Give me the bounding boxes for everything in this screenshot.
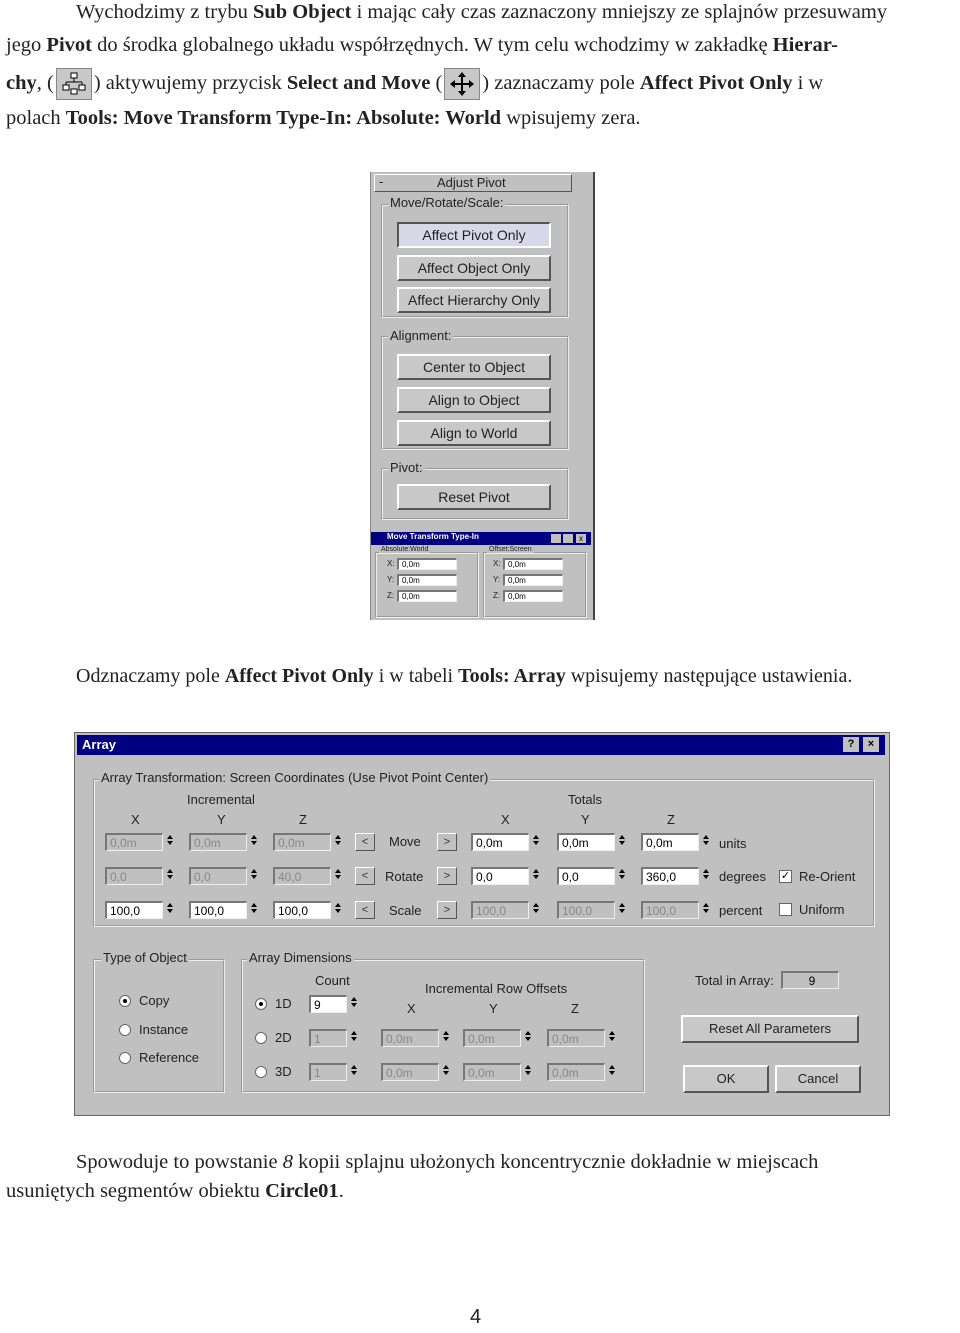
rotate-right-arrow-button[interactable]: > [437,867,457,885]
text: i mając cały czas zaznaczony mniejszy ze splajnów przesuwamy [351,1,888,23]
center-to-object-button[interactable]: Center to Object [397,354,551,380]
text: usuniętych segmentów obiektu [6,1180,266,1202]
inc-move-z-field[interactable]: 0,0m [273,833,331,851]
z-column-label: Z [299,812,307,827]
move-left-arrow-button[interactable]: < [355,833,375,851]
spinner[interactable] [531,833,541,851]
inc-rotate-y-field[interactable]: 0,0 [189,867,247,885]
degrees-label: degrees [719,869,766,884]
offset-2d-x-field[interactable]: 0,0m [381,1029,439,1047]
text-line [6,0,956,29]
help-button[interactable]: ? [843,737,859,752]
term: Hierar- [772,34,838,56]
text-line [6,1177,956,1206]
term: Affect Pivot Only [224,665,374,687]
spinner[interactable] [701,867,711,885]
text: ) zaznaczamy pole [482,72,640,94]
text: Wychodzimy z trybu [76,1,253,23]
text: ( [430,72,443,94]
reorient-label: Re-Orient [799,869,856,884]
inc-scale-y-field[interactable]: 100,0 [189,901,247,919]
text: wpisujemy zera. [501,107,641,129]
adjust-pivot-panel [370,172,595,620]
inc-scale-x-field[interactable]: 100,0 [105,901,163,919]
totals-label: Totals [568,792,602,807]
total-in-array-field: 9 [781,971,839,989]
copy-radio[interactable] [119,995,131,1007]
3d-label: 3D [275,1064,292,1079]
tot-rotate-x-field[interactable]: 0,0 [471,867,529,885]
text: i w tabeli [373,665,459,687]
absolute-x-field[interactable]: 0,0m [397,558,457,570]
spinner[interactable] [249,867,259,885]
group-label: Array Dimensions [249,950,352,965]
typein-title: Move Transform Type-In [387,532,479,541]
percent-label: percent [719,903,763,918]
copy-label: Copy [139,993,170,1008]
2d-label: 2D [275,1030,292,1045]
inc-rotate-x-field[interactable]: 0,0 [105,867,163,885]
instance-radio[interactable] [119,1024,131,1036]
spinner[interactable] [249,833,259,851]
inc-rotate-z-field[interactable]: 40,0 [273,867,331,885]
page-number: 4 [470,1306,482,1328]
spinner[interactable] [701,901,711,919]
uniform-checkbox[interactable] [779,903,792,916]
count-3d-field[interactable]: 1 [309,1063,347,1081]
spinner[interactable] [441,1029,451,1047]
tot-move-y-field[interactable]: 0,0m [557,833,615,851]
tot-move-z-field[interactable]: 0,0m [641,833,699,851]
x-label: X: [387,559,395,568]
move-transform-typein-window [371,532,591,620]
uniform-label: Uniform [799,902,845,917]
y-label: Y: [493,575,501,584]
move-right-arrow-button[interactable]: > [437,833,457,851]
z-label: Z: [493,591,501,600]
spinner[interactable] [249,901,259,919]
affect-object-only-button[interactable]: Affect Object Only [397,255,551,281]
offset-3d-z-field[interactable]: 0,0m [547,1063,605,1081]
z-column-label: Z [571,1001,579,1016]
move-icon [444,68,480,100]
maximize-button[interactable] [563,534,573,543]
y-column-label: Y [217,812,226,827]
absolute-z-field[interactable]: 0,0m [397,590,457,602]
group-label: Move/Rotate/Scale: [390,195,504,210]
spinner[interactable] [165,867,175,885]
rollout-title: Adjust Pivot [437,175,506,190]
term: Pivot [46,34,92,56]
text-line [6,102,956,135]
spinner[interactable] [333,901,343,919]
group-label: Pivot: [390,460,423,475]
group-label: Array Transformation: Screen Coordinates (Use Pivot Point Center) [101,770,489,785]
text: Odznaczamy pole [76,665,225,687]
incremental-label: Incremental [187,792,255,807]
z-column-label: Z [667,812,675,827]
array-titlebar [77,735,885,755]
offset-2d-z-field[interactable]: 0,0m [547,1029,605,1047]
paragraph-array [76,660,956,693]
term: Tools: Array [458,665,566,687]
total-in-array-label: Total in Array: [695,973,774,988]
y-column-label: Y [581,812,590,827]
close-button[interactable]: × [863,737,879,752]
spinner[interactable] [701,833,711,851]
spinner[interactable] [165,901,175,919]
offset-3d-x-field[interactable]: 0,0m [381,1063,439,1081]
row-offsets-label: Incremental Row Offsets [425,981,568,996]
term: Select and Move [286,72,431,94]
reference-radio[interactable] [119,1052,131,1064]
collapse-icon: - [379,174,384,189]
reset-pivot-button[interactable]: Reset Pivot [397,484,551,510]
typein-titlebar [371,532,591,545]
spinner[interactable] [165,833,175,851]
text: wpisujemy następujące ustawienia. [565,665,853,687]
text: ) aktywujemy przycisk [93,72,287,94]
affect-hierarchy-only-button[interactable]: Affect Hierarchy Only [397,287,551,313]
reset-all-parameters-button[interactable]: Reset All Parameters [681,1015,859,1043]
term: Circle01 [265,1180,339,1202]
scale-left-arrow-button[interactable]: < [355,901,375,919]
inc-move-y-field[interactable]: 0,0m [189,833,247,851]
x-column-label: X [131,812,140,827]
align-to-world-button[interactable]: Align to World [397,420,551,446]
hierarchy-icon [56,68,92,100]
tot-move-x-field[interactable]: 0,0m [471,833,529,851]
inc-move-x-field[interactable]: 0,0m [105,833,163,851]
cancel-button[interactable]: Cancel [775,1065,861,1093]
text: kopii splajnu ułożonych koncentrycznie dokładnie w miejscach [292,1151,819,1173]
offset-y-field[interactable]: 0,0m [503,574,563,586]
offset-z-field[interactable]: 0,0m [503,590,563,602]
group-label: Type of Object [103,950,187,965]
spinner[interactable] [531,867,541,885]
group-label: Alignment: [390,328,452,343]
tot-scale-x-field[interactable]: 100,0 [471,901,529,919]
tot-rotate-y-field[interactable]: 0,0 [557,867,615,885]
align-to-object-button[interactable]: Align to Object [397,387,551,413]
move-label: Move [389,834,421,849]
count-1d-field[interactable]: 9 [309,995,347,1013]
absolute-y-field[interactable]: 0,0m [397,574,457,586]
affect-pivot-only-button[interactable]: Affect Pivot Only [397,222,551,248]
2d-radio[interactable] [255,1032,267,1044]
spinner[interactable] [333,867,343,885]
text: do środka globalnego układu współrzędnych. W tym celu wchodzimy w zakładkę [91,34,773,56]
close-button[interactable]: x [576,534,586,543]
inc-scale-z-field[interactable]: 100,0 [273,901,331,919]
1d-radio[interactable] [255,998,267,1010]
spinner[interactable] [349,1063,359,1081]
number: 8 [282,1151,293,1173]
reorient-checkbox[interactable]: ✓ [780,870,791,882]
paragraph-intro [6,0,956,135]
3d-radio[interactable] [255,1066,267,1078]
term: Sub Object [252,1,352,23]
y-label: Y: [387,575,395,584]
rollout-header[interactable] [374,174,572,192]
paragraph-result [6,1148,956,1206]
rotate-label: Rotate [385,869,424,884]
text-line [6,64,956,102]
term: chy [6,72,37,94]
term: Tools: Move Transform Type-In: Absolute: World [65,107,502,129]
spinner[interactable] [523,1063,533,1081]
x-label: X: [493,559,501,568]
group-label: Offset:Screen [489,546,532,553]
text: polach [6,107,66,129]
offset-3d-y-field[interactable]: 0,0m [463,1063,521,1081]
text: Spowoduje to powstanie [76,1151,283,1173]
text: jego [6,34,47,56]
tot-scale-y-field[interactable]: 100,0 [557,901,615,919]
offset-2d-y-field[interactable]: 0,0m [463,1029,521,1047]
offset-x-field[interactable]: 0,0m [503,558,563,570]
group-label: Absolute:World [381,546,429,553]
count-label: Count [315,973,350,988]
spinner[interactable] [349,1029,359,1047]
spinner[interactable] [617,901,627,919]
text: , ( [36,72,54,94]
text: i w [792,72,824,94]
y-column-label: Y [489,1001,498,1016]
ok-button[interactable]: OK [683,1065,769,1093]
spinner[interactable] [531,901,541,919]
spinner[interactable] [607,1063,617,1081]
spinner[interactable] [333,833,343,851]
term: Affect Pivot Only [639,72,793,94]
tot-scale-z-field[interactable]: 100,0 [641,901,699,919]
x-column-label: X [407,1001,416,1016]
minimize-button[interactable] [551,534,561,543]
instance-label: Instance [139,1022,189,1037]
tot-rotate-z-field[interactable]: 360,0 [641,867,699,885]
1d-label: 1D [275,996,292,1011]
spinner[interactable] [441,1063,451,1081]
rotate-left-arrow-button[interactable]: < [355,867,375,885]
reference-label: Reference [139,1050,199,1065]
spinner[interactable] [617,833,627,851]
x-column-label: X [501,812,510,827]
scale-label: Scale [389,903,422,918]
array-title: Array [82,737,116,752]
units-label: units [719,836,747,851]
spinner[interactable] [607,1029,617,1047]
spinner[interactable] [523,1029,533,1047]
text-line [6,1148,956,1177]
array-dialog [74,732,890,1116]
spinner[interactable] [617,867,627,885]
text-line [6,29,956,62]
scale-right-arrow-button[interactable]: > [437,901,457,919]
count-2d-field[interactable]: 1 [309,1029,347,1047]
spinner[interactable] [349,995,359,1013]
text: . [338,1180,344,1202]
z-label: Z: [387,591,395,600]
